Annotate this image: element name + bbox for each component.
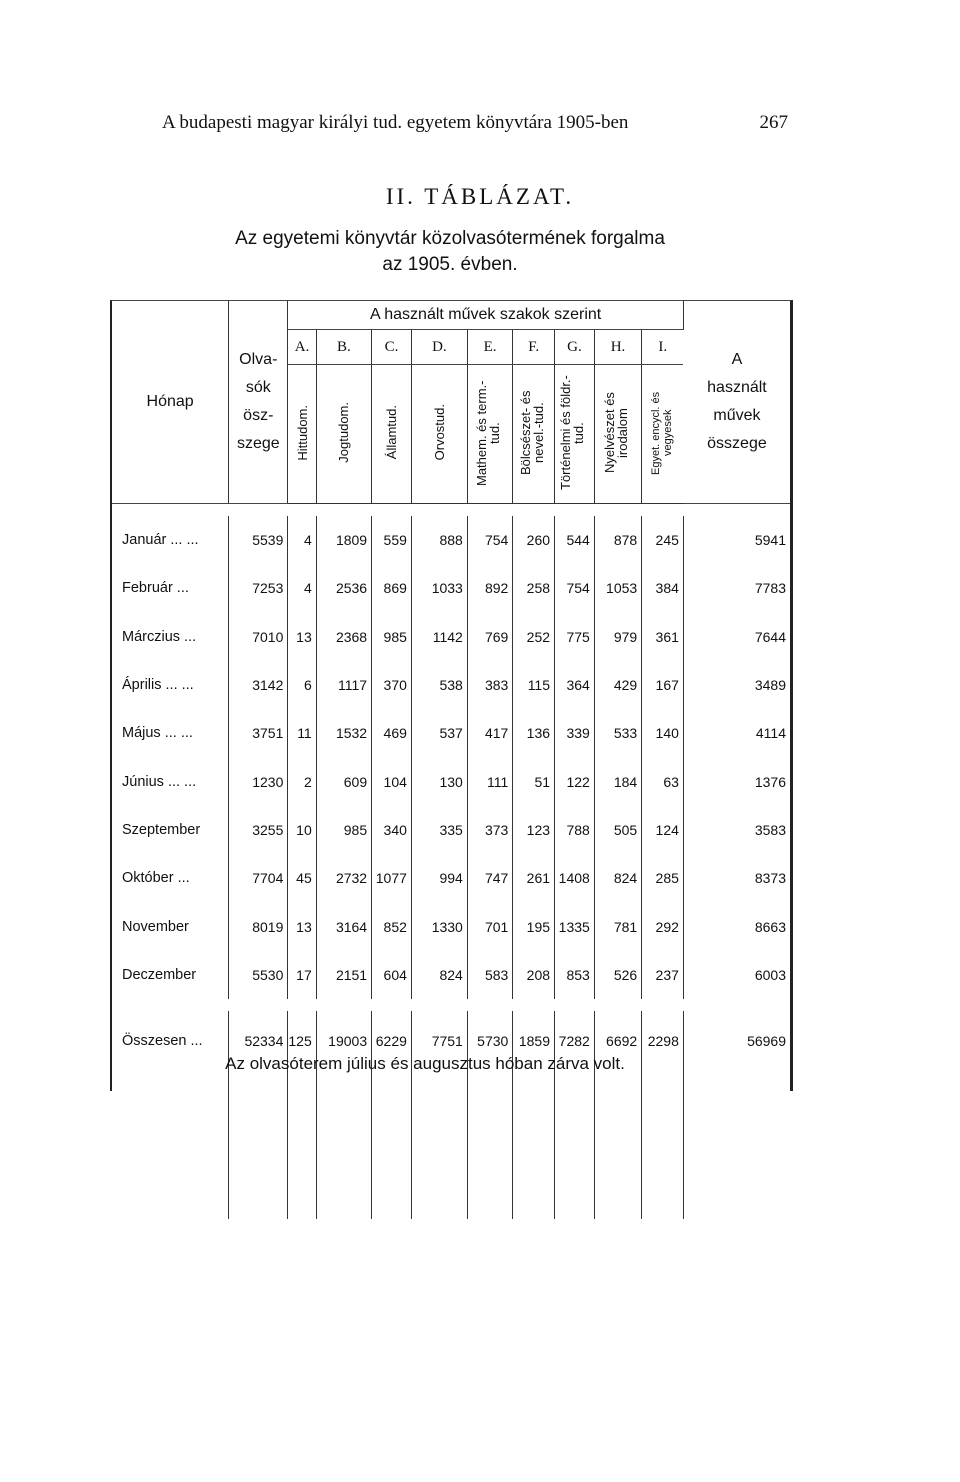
subject-cell: 130 — [411, 757, 467, 805]
subject-cell: 104 — [372, 757, 412, 805]
subject-cell: 340 — [372, 806, 412, 854]
blank-cell — [316, 1071, 371, 1219]
subject-cell: 1809 — [316, 516, 371, 564]
header-subject-medicine — [411, 365, 467, 504]
subject-cell: 384 — [642, 564, 684, 612]
subject-cell: 538 — [411, 661, 467, 709]
subject-cell: 985 — [372, 613, 412, 661]
subject-cell: 136 — [513, 709, 555, 757]
header-letter-g: G. — [555, 330, 595, 365]
subject-cell: 383 — [467, 661, 512, 709]
subject-cell: 533 — [594, 709, 641, 757]
subject-cell: 122 — [555, 757, 595, 805]
total-cell: 3489 — [754, 677, 786, 694]
blank-cell — [683, 1071, 790, 1219]
subject-cell: 373 — [467, 806, 512, 854]
subject-cell: 7751 — [411, 1011, 467, 1071]
subject-cell: 167 — [642, 661, 684, 709]
header-subject-theology — [288, 365, 316, 504]
subject-cell: 17 — [288, 951, 316, 999]
subject-cell: 1330 — [411, 902, 467, 950]
subject-cell: 2732 — [316, 854, 371, 902]
subject-cell: 888 — [411, 516, 467, 564]
subject-cell: 111 — [467, 757, 512, 805]
subject-cell: 6229 — [372, 1011, 412, 1071]
readers-cell: 8019 — [229, 902, 288, 950]
month-cell: Június ... ... — [112, 757, 229, 805]
subject-cell: 544 — [555, 516, 595, 564]
total-cell: 56969 — [747, 1032, 786, 1049]
header-total-line-4: összege — [707, 435, 767, 452]
subject-cell: 13 — [288, 902, 316, 950]
blank-cell — [467, 1071, 512, 1219]
month-cell: Február ... — [112, 564, 229, 612]
table-subtitle — [0, 226, 900, 278]
header-letter-c: C. — [372, 330, 412, 365]
header-readers-line-3: ösz- — [243, 407, 274, 424]
subject-cell: 2298 — [642, 1011, 684, 1071]
blank-cell — [372, 1071, 412, 1219]
subject-cell: 11 — [288, 709, 316, 757]
readers-cell: 3142 — [229, 661, 288, 709]
subject-label: Államtud. — [384, 405, 399, 460]
subject-cell: 258 — [513, 564, 555, 612]
month-cell: Január ... ... — [112, 516, 229, 564]
readers-cell: 7253 — [229, 564, 288, 612]
subject-cell: 2368 — [316, 613, 371, 661]
subject-cell: 701 — [467, 902, 512, 950]
subject-cell: 824 — [411, 951, 467, 999]
subject-cell: 853 — [555, 951, 595, 999]
subject-cell: 788 — [555, 806, 595, 854]
subject-cell: 979 — [594, 613, 641, 661]
header-subject-linguistics — [594, 365, 641, 504]
header-letter-a: A. — [288, 330, 316, 365]
subject-cell: 63 — [642, 757, 684, 805]
subject-cell: 51 — [513, 757, 555, 805]
header-subject-political — [372, 365, 412, 504]
header-letter-h: H. — [594, 330, 641, 365]
header-total-line-1: A — [731, 351, 743, 368]
header-subject-history — [555, 365, 595, 504]
subtitle-line-2: az 1905. évben. — [382, 254, 518, 275]
subject-cell: 245 — [642, 516, 684, 564]
subject-cell: 361 — [642, 613, 684, 661]
subject-cell: 184 — [594, 757, 641, 805]
subject-label: Bölcsészet- és nevel.-tud. — [517, 390, 546, 475]
subject-label: Orvostud. — [431, 404, 447, 461]
header-readers-line-1: Olva- — [239, 351, 278, 368]
header-letter-f: F. — [513, 330, 555, 365]
subject-cell: 583 — [467, 951, 512, 999]
month-cell: November — [112, 902, 229, 950]
readers-cell: 5530 — [229, 951, 288, 999]
subject-cell: 609 — [316, 757, 371, 805]
subject-cell: 754 — [555, 564, 595, 612]
readers-cell: 7704 — [229, 854, 288, 902]
subject-cell: 994 — [411, 854, 467, 902]
subject-cell: 1408 — [555, 854, 595, 902]
subject-cell: 2536 — [316, 564, 371, 612]
header-group: A használt művek szakok szerint — [288, 301, 684, 330]
subject-cell: 2151 — [316, 951, 371, 999]
table-row — [112, 854, 790, 902]
subject-cell: 1142 — [411, 613, 467, 661]
header-readers-line-4: szege — [236, 435, 280, 452]
header-readers — [229, 301, 288, 504]
subject-cell: 261 — [513, 854, 555, 902]
subject-cell: 3164 — [316, 902, 371, 950]
subject-cell: 4 — [288, 564, 316, 612]
subject-cell: 1532 — [316, 709, 371, 757]
subject-cell: 537 — [411, 709, 467, 757]
subject-cell: 370 — [372, 661, 412, 709]
running-head-text: A budapesti magyar királyi tud. egyetem könyvtára 1905-ben — [162, 112, 629, 133]
month-cell: Összesen ... — [112, 1011, 229, 1071]
total-cell: 4114 — [755, 725, 786, 742]
month-cell: Szeptember — [112, 806, 229, 854]
header-subject-philosophy — [513, 365, 555, 504]
subject-cell: 824 — [594, 854, 641, 902]
spacer-row — [112, 999, 790, 1011]
subject-cell: 869 — [372, 564, 412, 612]
table-row — [112, 902, 790, 950]
month-cell: Október ... — [112, 854, 229, 902]
subject-cell: 292 — [642, 902, 684, 950]
month-cell: Márczius ... — [112, 613, 229, 661]
readers-cell: 7010 — [229, 613, 288, 661]
table-row — [112, 951, 790, 999]
header-letter-d: D. — [411, 330, 467, 365]
table-row — [112, 709, 790, 757]
header-subject-misc — [642, 365, 684, 504]
subject-cell: 237 — [642, 951, 684, 999]
readers-cell: 3255 — [229, 806, 288, 854]
total-cell: 7644 — [754, 628, 786, 645]
subject-cell: 852 — [372, 902, 412, 950]
header-total-line-2: használt — [707, 379, 767, 396]
subject-cell: 526 — [594, 951, 641, 999]
readers-cell: 3751 — [229, 709, 288, 757]
table-row — [112, 516, 790, 564]
subject-cell: 364 — [555, 661, 595, 709]
footnote: Az olvasóterem július és augusztus hóban zárva volt. — [225, 1054, 625, 1073]
subject-cell: 10 — [288, 806, 316, 854]
header-total — [683, 301, 790, 504]
total-cell: 3583 — [754, 821, 786, 838]
subject-label: Hittudom. — [294, 404, 310, 461]
subject-cell: 7282 — [555, 1011, 595, 1071]
subject-cell: 2 — [288, 757, 316, 805]
subject-cell: 429 — [594, 661, 641, 709]
subject-cell: 125 — [288, 1011, 316, 1071]
subject-cell: 260 — [513, 516, 555, 564]
page-number: 267 — [759, 112, 788, 133]
subject-cell: 6692 — [594, 1011, 641, 1071]
header-letter-e: E. — [467, 330, 512, 365]
blank-cell — [594, 1071, 641, 1219]
subject-cell: 19003 — [316, 1011, 371, 1071]
subject-cell: 13 — [288, 613, 316, 661]
readers-cell: 52334 — [229, 1011, 288, 1071]
month-cell: Április ... ... — [112, 661, 229, 709]
subject-cell: 1335 — [555, 902, 595, 950]
readers-cell: 5539 — [229, 516, 288, 564]
header-total-line-3: művek — [713, 407, 761, 424]
subject-cell: 1033 — [411, 564, 467, 612]
table-row — [112, 661, 790, 709]
table-row — [112, 613, 790, 661]
subject-cell: 559 — [372, 516, 412, 564]
subject-cell: 775 — [555, 613, 595, 661]
subject-cell: 892 — [467, 564, 512, 612]
subject-cell: 878 — [594, 516, 641, 564]
subject-cell: 1077 — [372, 854, 412, 902]
blank-cell — [642, 1071, 684, 1219]
header-subject-law — [316, 365, 371, 504]
subject-cell: 123 — [513, 806, 555, 854]
blank-cell — [229, 1071, 288, 1219]
subject-cell: 985 — [316, 806, 371, 854]
subtitle-line-1: Az egyetemi könyvtár közolvasótermének forgalma — [235, 228, 665, 249]
header-letter-i: I. — [642, 330, 684, 365]
subject-cell: 769 — [467, 613, 512, 661]
table-row — [112, 806, 790, 854]
header-month: Hónap — [112, 301, 229, 504]
total-cell: 6003 — [754, 966, 786, 983]
subject-cell: 754 — [467, 516, 512, 564]
subject-label: Jogtudom. — [336, 402, 352, 463]
subject-cell: 469 — [372, 709, 412, 757]
subject-cell: 604 — [372, 951, 412, 999]
statistics-table — [110, 300, 793, 1091]
subject-cell: 195 — [513, 902, 555, 950]
header-subject-math — [467, 365, 512, 504]
readers-cell: 1230 — [229, 757, 288, 805]
total-cell: 5941 — [754, 532, 786, 549]
subject-cell: 339 — [555, 709, 595, 757]
subject-cell: 140 — [642, 709, 684, 757]
table-row — [112, 757, 790, 805]
subject-cell: 1117 — [316, 661, 371, 709]
total-cell: 8663 — [754, 918, 786, 935]
month-cell: Május ... ... — [112, 709, 229, 757]
subject-cell: 4 — [288, 516, 316, 564]
subject-cell: 781 — [594, 902, 641, 950]
header-letter-b: B. — [316, 330, 371, 365]
table-row — [112, 564, 790, 612]
blank-cell — [555, 1071, 595, 1219]
subject-cell: 417 — [467, 709, 512, 757]
table-title: II. TÁBLÁZAT. — [385, 184, 575, 209]
blank-cell — [288, 1071, 316, 1219]
subject-cell: 285 — [642, 854, 684, 902]
total-cell: 8373 — [754, 870, 786, 887]
subject-label: Nyelvészet és irodalom — [602, 392, 630, 473]
running-head — [162, 112, 788, 134]
blank-cell — [112, 1071, 229, 1219]
spacer-row — [112, 504, 790, 517]
subject-cell: 747 — [467, 854, 512, 902]
month-cell: Deczember — [112, 951, 229, 999]
blank-cell — [411, 1071, 467, 1219]
total-cell: 1376 — [754, 773, 786, 790]
subject-cell: 335 — [411, 806, 467, 854]
subject-cell: 1053 — [594, 564, 641, 612]
total-cell: 7783 — [754, 580, 786, 597]
subject-cell: 505 — [594, 806, 641, 854]
subject-cell: 5730 — [467, 1011, 512, 1071]
subject-label: Történelmi és földr.-tud. — [558, 375, 587, 490]
subject-label: Mathem. és term.-tud. — [474, 379, 503, 486]
subject-cell: 115 — [513, 661, 555, 709]
subject-cell: 124 — [642, 806, 684, 854]
subject-cell: 45 — [288, 854, 316, 902]
subject-cell: 208 — [513, 951, 555, 999]
header-readers-line-2: sók — [245, 379, 271, 396]
subject-cell: 1859 — [513, 1011, 555, 1071]
subject-cell: 252 — [513, 613, 555, 661]
subject-cell: 6 — [288, 661, 316, 709]
blank-cell — [513, 1071, 555, 1219]
subject-label: Egyet. encycl. és vegyesek — [649, 390, 674, 475]
